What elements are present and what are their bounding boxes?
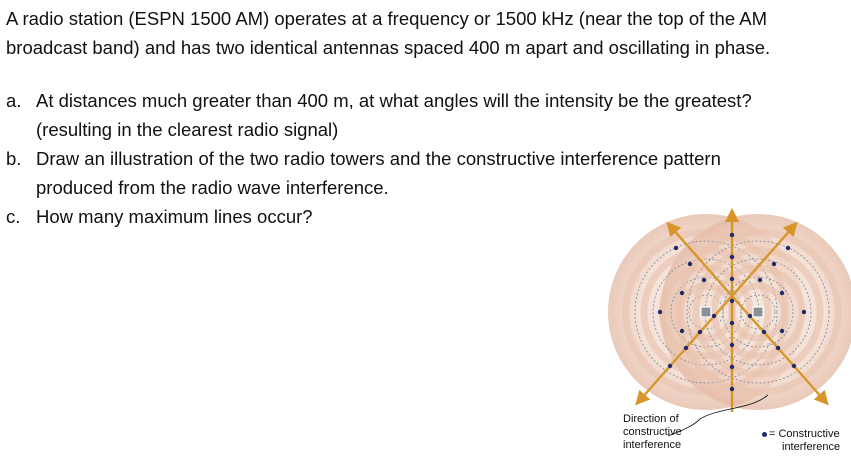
constructive-point — [730, 343, 734, 347]
constructive-point — [712, 314, 716, 318]
constructive-point — [730, 387, 734, 391]
antenna-icon — [753, 307, 763, 317]
question-text: At distances much greater than 400 m, at what angles will the intensity be the greatest? — [36, 90, 752, 111]
constructive-point — [730, 255, 734, 259]
constructive-point — [776, 346, 780, 350]
question-marker: a. — [6, 90, 22, 111]
constructive-point — [780, 291, 784, 295]
direction-caption — [623, 413, 713, 452]
intro-line-1: A radio station (ESPN 1500 AM) operates at a frequency or 1500 kHz (near the top of the AM — [6, 8, 767, 29]
legend-constructive — [762, 428, 851, 454]
caption-line: interference — [623, 439, 682, 451]
problem-intro — [6, 4, 846, 62]
question-marker: c. — [6, 206, 21, 227]
intro-line-2: broadcast band) and has two identical antennas spaced 400 m apart and oscillating in phase. — [6, 37, 771, 58]
question-text: produced from the radio wave interference. — [36, 177, 389, 198]
constructive-dot-icon — [762, 432, 767, 437]
constructive-point — [758, 278, 762, 282]
constructive-point — [684, 346, 688, 350]
constructive-point — [680, 329, 684, 333]
constructive-point — [802, 310, 806, 314]
constructive-point — [730, 233, 734, 237]
constructive-point — [772, 262, 776, 266]
constructive-point — [698, 330, 702, 334]
constructive-point — [658, 310, 662, 314]
constructive-point — [730, 365, 734, 369]
question-b — [6, 144, 836, 202]
caption-line: constructive — [623, 426, 682, 438]
constructive-point — [702, 278, 706, 282]
question-text: How many maximum lines occur? — [36, 206, 313, 227]
legend-label: = Constructive — [769, 428, 840, 440]
constructive-point — [674, 246, 678, 250]
constructive-point — [792, 364, 796, 368]
constructive-point — [688, 262, 692, 266]
caption-line: Direction of — [623, 413, 679, 425]
constructive-point — [730, 321, 734, 325]
question-text: Draw an illustration of the two radio towers and the constructive interference pattern — [36, 148, 721, 169]
question-marker: b. — [6, 148, 22, 169]
constructive-point — [786, 246, 790, 250]
legend-label: interference — [782, 441, 841, 453]
constructive-point — [730, 277, 734, 281]
constructive-point — [780, 329, 784, 333]
antenna-icon — [701, 307, 711, 317]
constructive-point — [668, 364, 672, 368]
constructive-point — [680, 291, 684, 295]
interference-figure — [600, 205, 851, 457]
constructive-point — [748, 314, 752, 318]
question-text: (resulting in the clearest radio signal) — [36, 119, 339, 140]
constructive-point — [762, 330, 766, 334]
constructive-point — [730, 299, 734, 303]
question-a — [6, 86, 836, 144]
